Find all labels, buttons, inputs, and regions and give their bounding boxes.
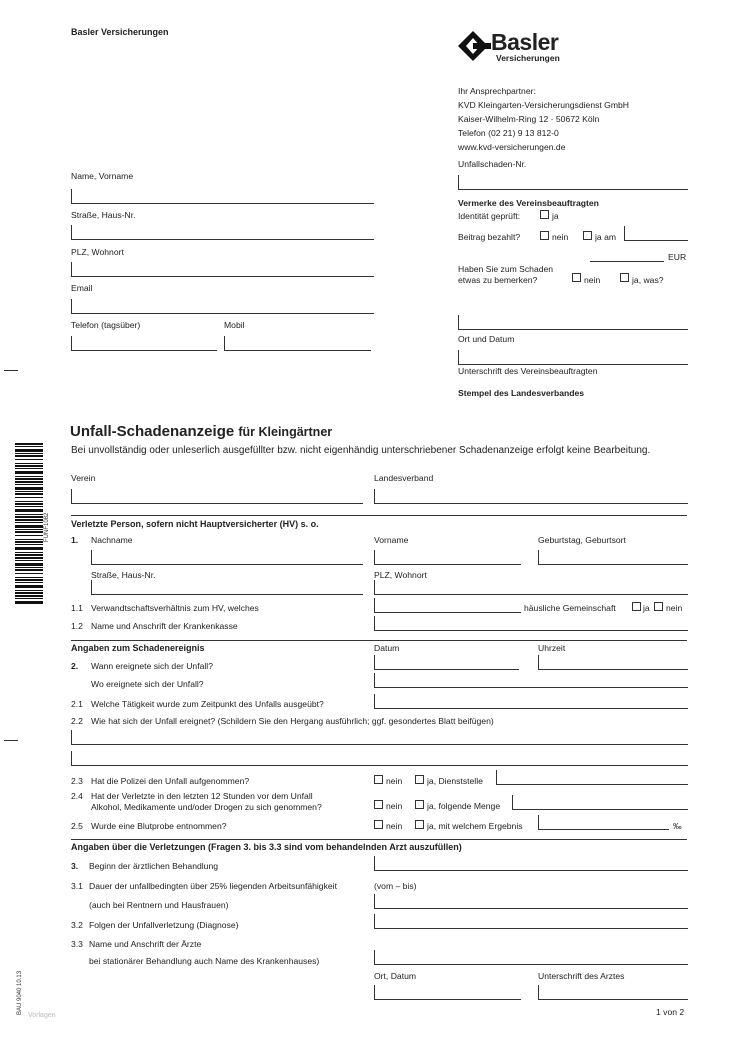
date-label: Datum [374,643,400,653]
damage-remarks-field[interactable] [458,315,688,330]
q33-number: 3.3 [71,939,83,949]
activity-field[interactable] [374,694,688,709]
paid-label: Beitrag bezahlt? [458,232,521,242]
police-no-label: nein [386,776,403,786]
injured-city-label: PLZ, Wohnort [374,570,427,580]
incapacity-label: Dauer der unfallbedingten über 25% liegenden Arbeitsunfähigkeit [89,881,337,891]
phone-field[interactable] [71,336,217,351]
relationship-field[interactable] [374,598,521,613]
logo-sub-text: Versicherungen [496,53,560,63]
treatment-start-field[interactable] [374,856,688,871]
substances-label-line2: Alkohol, Medikamente und/oder Drogen zu sich genommen? [91,802,322,812]
q32-number: 3.2 [71,920,83,930]
household-yes-label: ja [643,603,650,613]
landesverband-label: Landesverband [374,473,434,483]
incapacity-note: (auch bei Rentnern und Hausfrauen) [89,900,229,910]
contact-label: Ihr Ansprechpartner: [458,86,536,96]
household-no-label: nein [666,603,683,613]
police-yes-checkbox[interactable] [415,775,424,784]
email-label: Email [71,283,93,293]
firstname-field[interactable] [374,550,521,565]
damage-no-label: nein [584,275,601,285]
q31-number: 3.1 [71,881,83,891]
place-date-label: Ort und Datum [458,334,515,344]
blood-no-checkbox[interactable] [374,820,383,829]
stamp-label: Stempel des Landesverbandes [458,388,585,398]
watermark-text: Vorlagen [28,1012,56,1019]
form-title [70,423,332,440]
incapacity-range-label: (vom – bis) [374,881,417,891]
substances-no-checkbox[interactable] [374,800,383,809]
damage-question-line2: etwas zu bemerken? [458,275,538,285]
paid-yes-checkbox[interactable] [583,231,592,240]
name-label: Name, Vorname [71,171,134,181]
signature-label: Unterschrift des Vereinsbeauftragten [458,366,598,376]
blood-sample-label: Wurde eine Blutprobe entnommen? [91,821,227,831]
firstname-label: Vorname [374,535,409,545]
street-label: Straße, Haus-Nr. [71,210,136,220]
company-name: Basler Versicherungen [71,27,169,37]
substances-amount-field[interactable] [512,795,688,810]
barcode-graphic [15,443,43,605]
contact-web: www.kvd-versicherungen.de [458,142,566,152]
paid-no-checkbox[interactable] [540,231,549,240]
injured-city-field[interactable] [374,580,688,595]
phone-label: Telefon (tagsüber) [71,320,141,330]
injured-street-label: Straße, Haus-Nr. [91,570,156,580]
city-label: PLZ, Wohnort [71,247,124,257]
paid-date-field[interactable] [624,226,688,241]
logo-main-text: Basler [491,29,559,55]
description-field-line2[interactable] [71,751,688,766]
injured-street-field[interactable] [91,580,363,595]
when-label: Wann ereignete sich der Unfall? [91,661,213,671]
q21-number: 2.1 [71,699,83,709]
substances-yes-checkbox[interactable] [415,800,424,809]
doctor-signature-field[interactable] [538,985,688,1000]
police-station-field[interactable] [496,770,688,785]
description-label: Wie hat sich der Unfall ereignet? (Schildern Sie den Hergang ausführlich; ggf. gesondertes Blatt beifügen) [91,716,494,726]
diagnosis-field[interactable] [374,914,688,929]
paid-amount-field[interactable] [590,261,664,262]
identity-yes-label: ja [552,211,559,221]
blood-yes-checkbox[interactable] [415,820,424,829]
verein-field[interactable] [71,489,363,504]
q24-number: 2.4 [71,791,83,801]
substances-yes-label: ja, folgende Menge [427,801,501,811]
treatment-start-label: Beginn der ärztlichen Behandlung [89,861,218,871]
identity-yes-checkbox[interactable] [540,210,549,219]
email-field[interactable] [71,299,374,314]
basler-logo-icon [457,30,493,62]
blood-yes-label: ja, mit welchem Ergebnis [427,821,523,831]
q23-number: 2.3 [71,776,83,786]
blood-result-field[interactable] [538,815,669,830]
lastname-label: Nachname [91,535,133,545]
contact-street: Kaiser-Wilhelm-Ring 12 · 50672 Köln [458,114,600,124]
notice-text: Bei unvollständig oder unleserlich ausgefüllter bzw. nicht eigenhändig unterschriebener Schadenanzeige erfolgt keine Bearbeitung. [71,445,651,456]
place-date-field[interactable] [458,350,688,365]
time-label: Uhrzeit [538,643,566,653]
health-insurance-field[interactable] [374,616,688,631]
claim-number-label: Unfallschaden-Nr. [458,159,527,169]
form-code: BAU 9040 10.13 [17,970,23,1015]
accident-date-field[interactable] [374,655,519,670]
birth-field[interactable] [538,550,688,565]
paid-no-label: nein [552,232,569,242]
household-yes-checkbox[interactable] [632,602,641,611]
contact-company: KVD Kleingarten-Versicherungsdienst GmbH [458,100,630,110]
form-title-main: Unfall-Schadenanzeige [70,423,235,440]
activity-label: Welche Tätigkeit wurde zum Zeitpunkt des Unfalls ausgeübt? [91,699,324,709]
verein-label: Verein [71,473,96,483]
police-no-checkbox[interactable] [374,775,383,784]
doctors-field[interactable] [374,950,688,965]
where-label: Wo ereignete sich der Unfall? [91,679,204,689]
damage-question-line1: Haben Sie zum Schaden [458,264,554,274]
section3-title: Angaben über die Verletzungen (Fragen 3. bis 3.3 sind vom behandelnden Arzt auszufüllen) [71,842,462,852]
household-no-checkbox[interactable] [654,602,663,611]
section2-number: 2. [71,661,79,671]
page-indicator: 1 von 2 [656,1007,685,1017]
q12-number: 1.2 [71,621,83,631]
name-field[interactable] [71,189,374,204]
fold-mark-top [4,370,18,371]
mobile-field[interactable] [224,336,371,351]
remarks-title: Vermerke des Vereinsbeauftragten [458,198,599,208]
section1-divider [71,515,687,516]
birth-label: Geburtstag, Geburtsort [538,535,626,545]
paid-yes-on-label: ja am [595,232,617,242]
q22-number: 2.2 [71,716,83,726]
description-field-line1[interactable] [71,730,688,745]
police-yes-label: ja, Dienststelle [427,776,483,786]
section3-divider [71,839,687,840]
doctor-place-date-field[interactable] [374,985,521,1000]
doctor-place-date-label: Ort, Datum [374,971,417,981]
incapacity-field[interactable] [374,894,688,909]
section3-number: 3. [71,861,79,871]
mobile-label: Mobil [224,320,245,330]
barcode-code: FUNF1082 [44,512,50,542]
landesverband-field[interactable] [374,489,688,504]
damage-yes-label: ja, was? [632,275,664,285]
form-title-suffix: für Kleingärtner [238,425,333,439]
hospital-note: bei stationärer Behandlung auch Name des Krankenhauses) [89,956,320,966]
accident-place-field[interactable] [374,673,688,688]
doctor-signature-label: Unterschrift des Arztes [538,971,625,981]
section2-divider [71,640,687,641]
accident-time-field[interactable] [538,655,688,670]
doctors-label: Name und Anschrift der Ärzte [89,939,202,949]
substances-label-line1: Hat der Verletzte in den letzten 12 Stunden vor dem Unfall [91,791,313,801]
q11-number: 1.1 [71,603,83,613]
street-field[interactable] [71,225,374,240]
permille-label: ‰ [673,821,682,831]
relationship-label: Verwandtschaftsverhältnis zum HV, welches [91,603,259,613]
eur-label: EUR [668,252,687,262]
damage-no-checkbox[interactable] [572,273,581,282]
health-insurance-label: Name und Anschrift der Krankenkasse [91,621,238,631]
section1-title: Verletzte Person, sofern nicht Hauptversicherter (HV) s. o. [71,519,319,529]
city-field[interactable] [71,262,374,277]
damage-yes-checkbox[interactable] [620,273,629,282]
police-label: Hat die Polizei den Unfall aufgenommen? [91,776,250,786]
section1-number: 1. [71,535,79,545]
household-label: häusliche Gemeinschaft [524,603,616,613]
contact-phone: Telefon (02 21) 9 13 812-0 [458,128,559,138]
identity-label: Identität geprüft: [458,211,521,221]
fold-mark-bottom [4,740,18,741]
lastname-field[interactable] [91,550,363,565]
claim-number-field[interactable] [458,175,688,190]
diagnosis-label: Folgen der Unfallverletzung (Diagnose) [89,920,239,930]
section2-title: Angaben zum Schadenereignis [71,643,205,653]
substances-no-label: nein [386,801,403,811]
q25-number: 2.5 [71,821,83,831]
blood-no-label: nein [386,821,403,831]
